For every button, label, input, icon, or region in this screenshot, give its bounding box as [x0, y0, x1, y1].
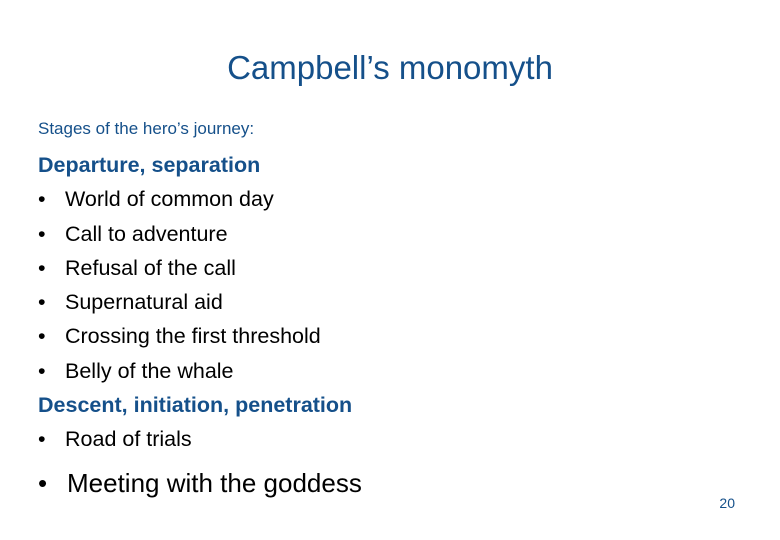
- slide-title: Campbell’s monomyth: [227, 49, 553, 86]
- list-item-text: Meeting with the goddess: [67, 467, 362, 498]
- bullet-icon: •: [38, 467, 48, 498]
- slide-content: [38, 148, 738, 501]
- list-item-text: Call to adventure: [65, 221, 228, 246]
- bullet-icon: •: [38, 324, 46, 349]
- page-number: 20: [719, 495, 735, 511]
- list-item-text: Belly of the whale: [65, 358, 234, 383]
- slide-subtitle: Stages of the hero’s journey:: [38, 119, 255, 138]
- list-item: [38, 251, 738, 285]
- list-item: [38, 422, 738, 456]
- bullet-icon: •: [38, 255, 46, 280]
- bullet-icon: •: [38, 358, 46, 383]
- list-item-text: Crossing the first threshold: [65, 324, 321, 349]
- section-heading-descent: Descent, initiation, penetration: [38, 393, 353, 418]
- list-item: [38, 319, 738, 353]
- bullet-icon: •: [38, 290, 46, 315]
- list-item: [38, 285, 738, 319]
- list-item-text: Supernatural aid: [65, 290, 223, 315]
- bullet-icon: •: [38, 187, 46, 212]
- emphasized-list-item: [38, 465, 738, 501]
- bullet-icon: •: [38, 427, 46, 452]
- list-item-text: World of common day: [65, 187, 274, 212]
- list-item-text: Refusal of the call: [65, 255, 236, 280]
- section-heading-departure: Departure, separation: [38, 153, 261, 177]
- list-item: [38, 354, 738, 388]
- list-item-text: Road of trials: [65, 427, 192, 452]
- list-item: [38, 217, 738, 251]
- bullet-icon: •: [38, 221, 46, 246]
- list-item: [38, 182, 738, 216]
